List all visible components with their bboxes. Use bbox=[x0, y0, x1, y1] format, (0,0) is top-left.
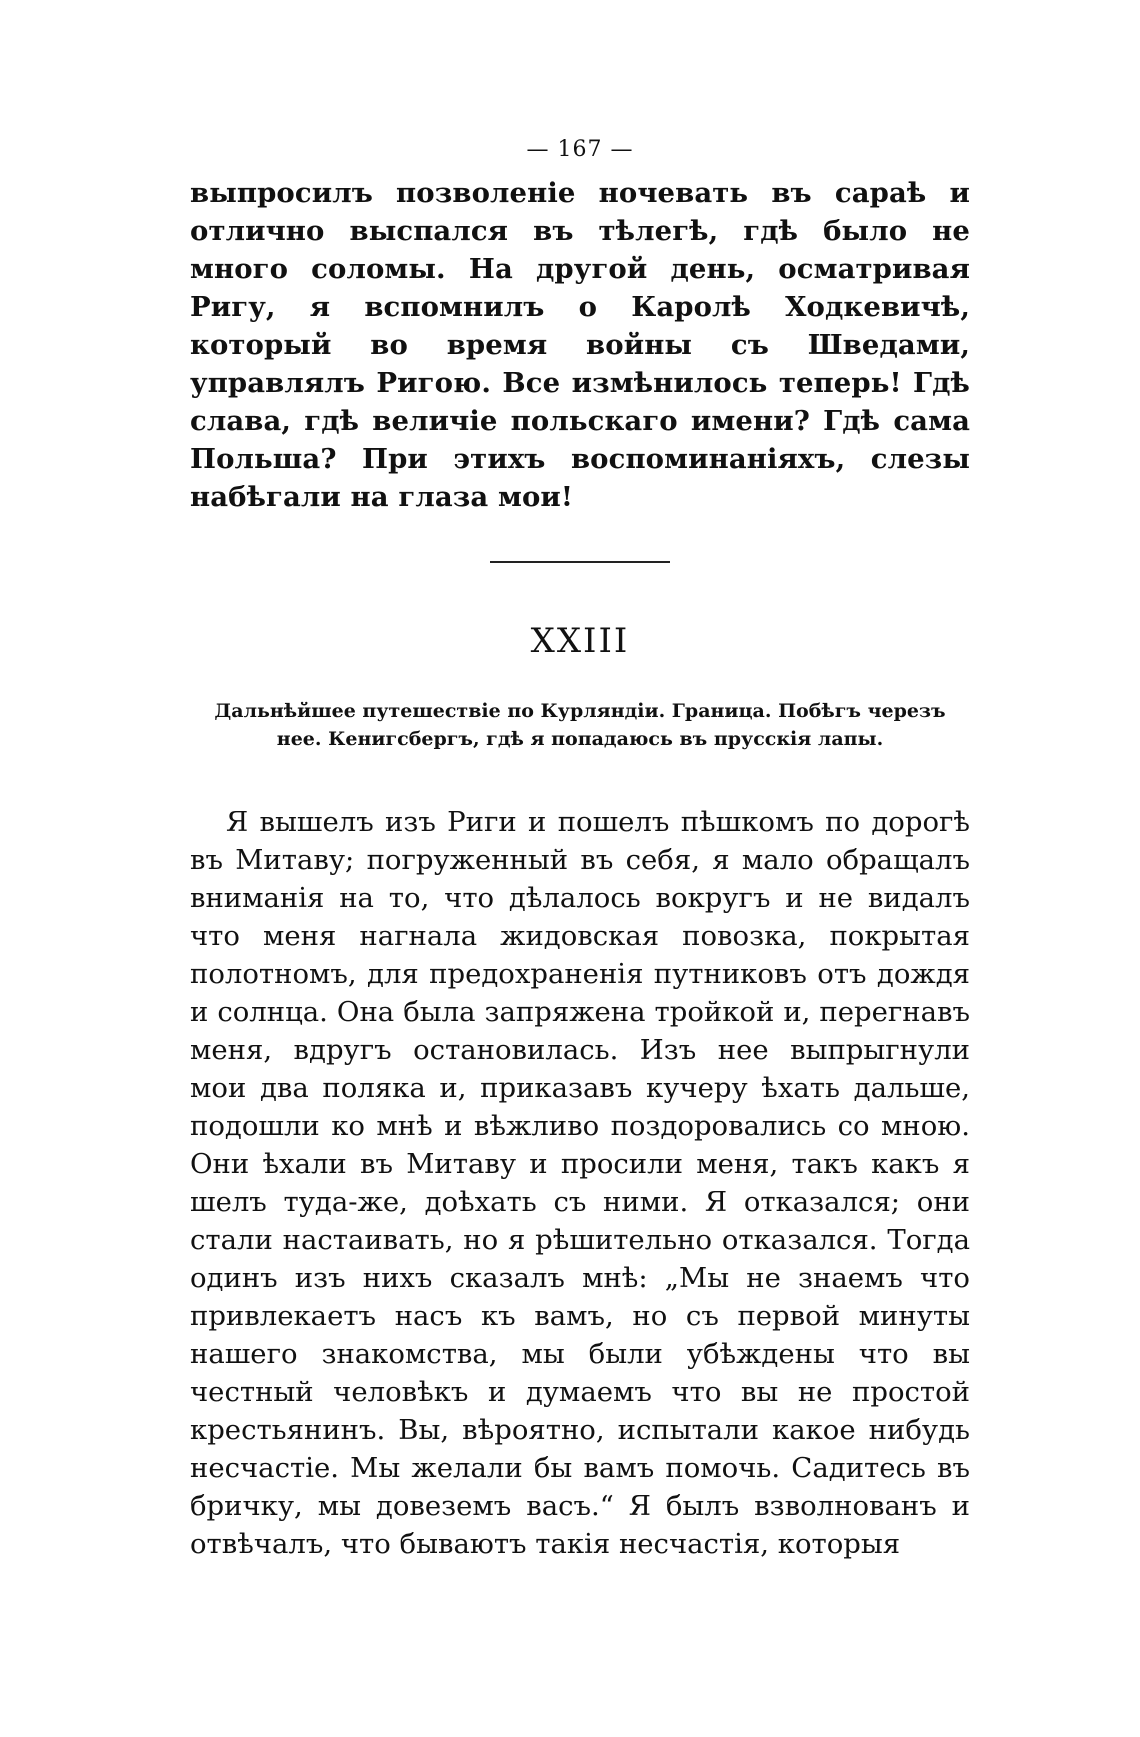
chapter-summary: Дальнѣйшее путешествіе по Курляндіи. Граница. Побѣгъ черезъ нее. Кенигсбергъ, гдѣ я попадаюсь въ прусскія лапы. bbox=[214, 700, 946, 750]
intro-paragraph: выпросилъ позволеніе ночевать въ сараѣ и отлично выспался въ тѣлегѣ, гдѣ было не много соломы. На другой день, осматривая Ригу, я вспомнилъ о Каролѣ Ходкевичѣ, который во время войны съ Шведами, управлялъ Ригою. Все измѣнилось теперь! Гдѣ слава, гдѣ величіе польскаго имени? Гдѣ сама Польша? При этихъ воспоминаніяхъ, слезы набѣгали на глаза мои! bbox=[190, 177, 970, 513]
book-page bbox=[190, 130, 970, 1563]
main-paragraph: Я вышелъ изъ Риги и пошелъ пѣшкомъ по дорогѣ въ Митаву; погруженный въ себя, я мало обращалъ вниманія на то, что дѣлалось вокругъ и не видалъ что меня нагнала жидовская повозка, покрытая полотномъ, для предохраненія путниковъ отъ дождя и солнца. Она была запряжена тройкой и, перегнавъ меня, вдругъ остановилась. Изъ нее выпрыгнули мои два поляка и, приказавъ кучеру ѣхать дальше, подошли ко мнѣ и вѣжливо поздоровались со мною. Они ѣхали въ Митаву и просили меня, такъ какъ я шелъ туда-же, доѣхать съ ними. Я отказался; они стали настаивать, но я рѣшительно отказался. Тогда одинъ изъ нихъ сказалъ мнѣ: „Мы не знаемъ что привлекаетъ насъ къ вамъ, но съ первой минуты нашего знакомства, мы были убѣждены что вы честный человѣкъ и думаемъ что вы не простой крестьянинъ. Вы, вѣроятно, испытали какое нибудь несчастіе. Мы желали бы вамъ помочь. Садитесь въ бричку, мы довеземъ васъ.“ Я былъ взволнованъ и отвѣчалъ, что бываютъ такія несчастія, которыя bbox=[190, 806, 970, 1560]
chapter-number: XXIII bbox=[530, 621, 630, 661]
section-divider bbox=[490, 561, 670, 563]
page-number: — 167 — bbox=[526, 137, 634, 162]
